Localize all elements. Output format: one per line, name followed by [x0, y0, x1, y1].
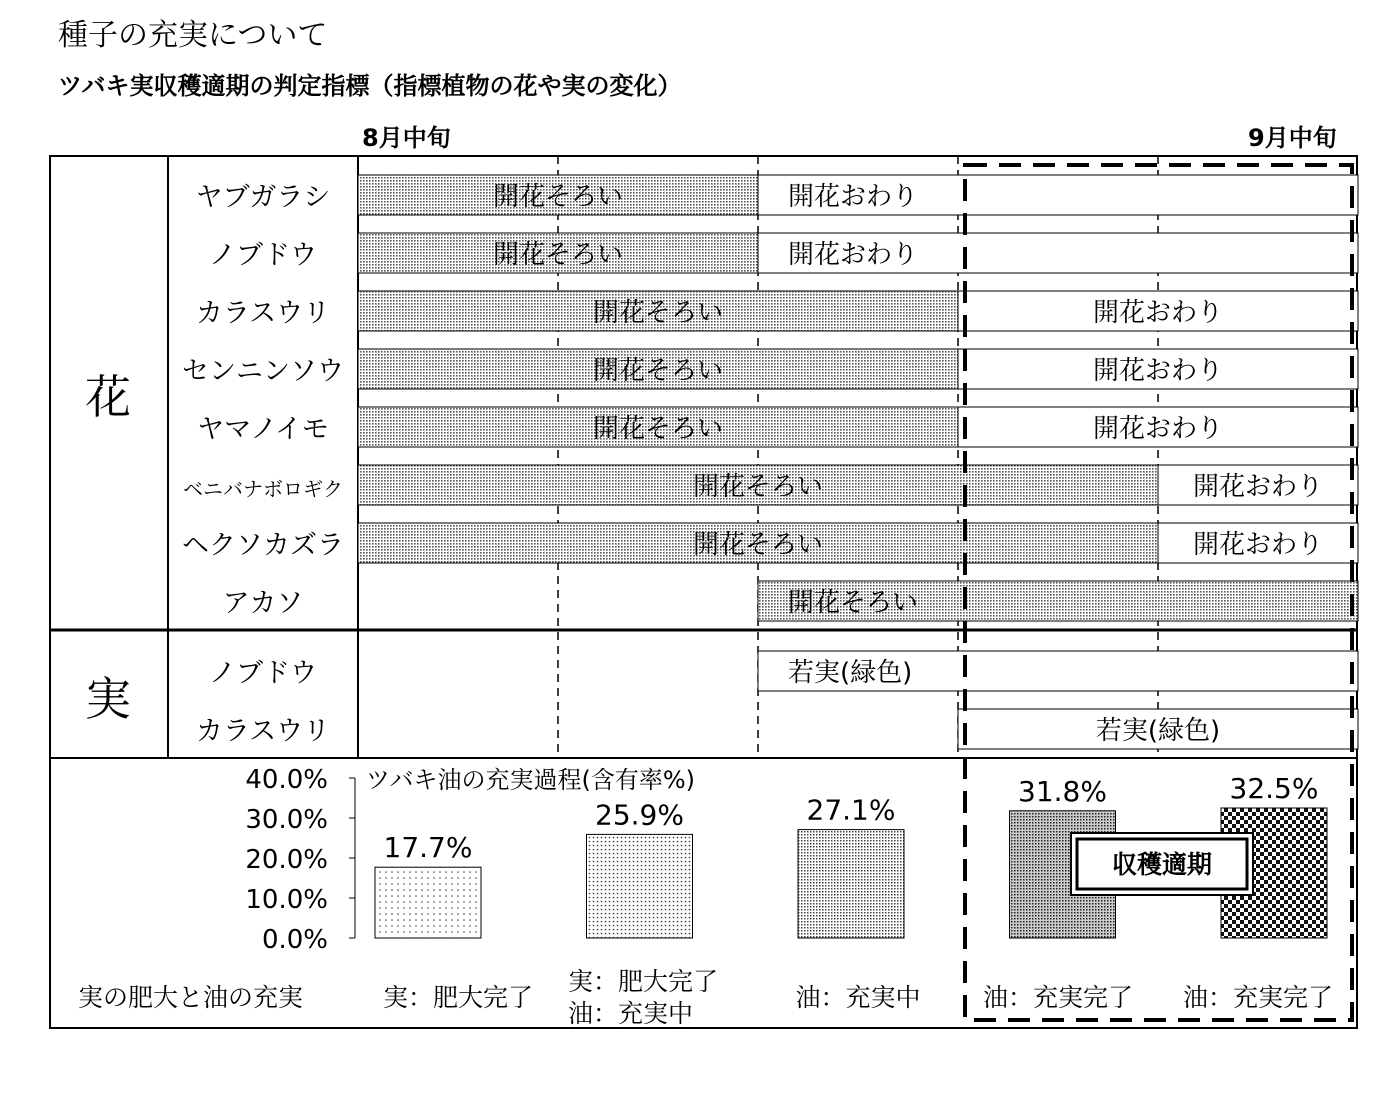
y-tick-label: 10.0% — [245, 885, 328, 915]
fruit-section-label: 実 — [85, 672, 131, 726]
oil-value-label-1: 25.9% — [595, 798, 684, 832]
phase-label-flower-4-0: 開花そろい — [592, 414, 724, 444]
plant-label-fruit-1: カラスウリ — [195, 716, 331, 747]
flower-section-label: 花 — [85, 370, 131, 424]
oil-bar-1 — [587, 834, 693, 938]
phase-label-flower-6-1: 開花おわり — [1192, 530, 1324, 560]
timeline-bars — [358, 175, 1358, 749]
plant-label-flower-1: ノブドウ — [209, 240, 317, 271]
phase-label-flower-0-0: 開花そろい — [492, 182, 624, 212]
oil-value-label-3: 31.8% — [1018, 774, 1107, 808]
phase-label-flower-2-1: 開花おわり — [1092, 298, 1224, 328]
plant-label-flower-6: ヘクソカズラ — [182, 530, 344, 561]
oil-value-label-0: 17.7% — [383, 831, 473, 865]
phase-label-flower-1-0: 開花そろい — [492, 240, 624, 270]
phase-label-flower-2-0: 開花そろい — [592, 298, 724, 328]
category-label-1: 実：肥大完了油：充実中 — [568, 967, 719, 1028]
category-label-4: 油：充実完了 — [1182, 983, 1334, 1012]
phase-label-flower-4-1: 開花おわり — [1092, 414, 1224, 444]
category-label-2: 油：充実中 — [795, 983, 921, 1012]
phase-label-flower-0-1: 開花おわり — [788, 182, 919, 212]
page-subtitle: ツバキ実収穫適期の判定指標（指標植物の花や実の変化） — [58, 72, 682, 100]
phase-label-flower-3-0: 開花そろい — [592, 356, 724, 386]
plant-labels — [182, 182, 344, 747]
phase-label-fruit-0-0: 若実(緑色) — [788, 658, 913, 688]
phase-label-flower-5-0: 開花そろい — [692, 472, 824, 502]
page-title: 種子の充実について — [58, 18, 328, 53]
harvest-label-box — [1071, 833, 1253, 895]
oil-bar-0 — [375, 867, 481, 938]
y-axis — [245, 765, 355, 955]
plant-label-flower-7: アカソ — [222, 588, 304, 619]
phase-label-flower-3-1: 開花おわり — [1092, 356, 1224, 386]
date-start-label: 8月中旬 — [362, 124, 451, 152]
y-tick-label: 30.0% — [245, 805, 328, 835]
plant-label-flower-2: カラスウリ — [195, 298, 331, 329]
y-tick-label: 40.0% — [245, 765, 328, 795]
plant-label-fruit-0: ノブドウ — [209, 658, 317, 689]
category-label-0: 実：肥大完了 — [382, 983, 534, 1012]
phase-label-flower-7-0: 開花そろい — [788, 588, 919, 618]
phase-label-flower-6-0: 開花そろい — [692, 530, 824, 560]
plant-label-flower-4: ヤマノイモ — [197, 414, 329, 445]
y-tick-label: 20.0% — [245, 845, 328, 875]
harvest-label: 収穫適期 — [1111, 850, 1213, 879]
phase-label-flower-5-1: 開花おわり — [1192, 472, 1324, 502]
plant-label-flower-5: ベニバナボロギク — [183, 477, 343, 501]
oil-chart-title: ツバキ油の充実過程(含有率%) — [366, 766, 696, 794]
chart-row-label: 実の肥大と油の充実 — [78, 983, 304, 1012]
y-tick-label: 0.0% — [261, 925, 328, 955]
plant-label-flower-0: ヤブガラシ — [195, 182, 331, 213]
phase-label-fruit-1-0: 若実(緑色) — [1095, 716, 1221, 746]
phase-label-flower-1-1: 開花おわり — [788, 240, 919, 270]
oil-bar-2 — [798, 830, 904, 938]
plant-label-flower-3: センニンソウ — [182, 356, 344, 387]
oil-value-label-4: 32.5% — [1229, 772, 1319, 805]
category-label-3: 油：充実完了 — [982, 983, 1134, 1012]
date-end-label: 9月中旬 — [1248, 124, 1337, 152]
oil-value-label-2: 27.1% — [806, 793, 896, 827]
